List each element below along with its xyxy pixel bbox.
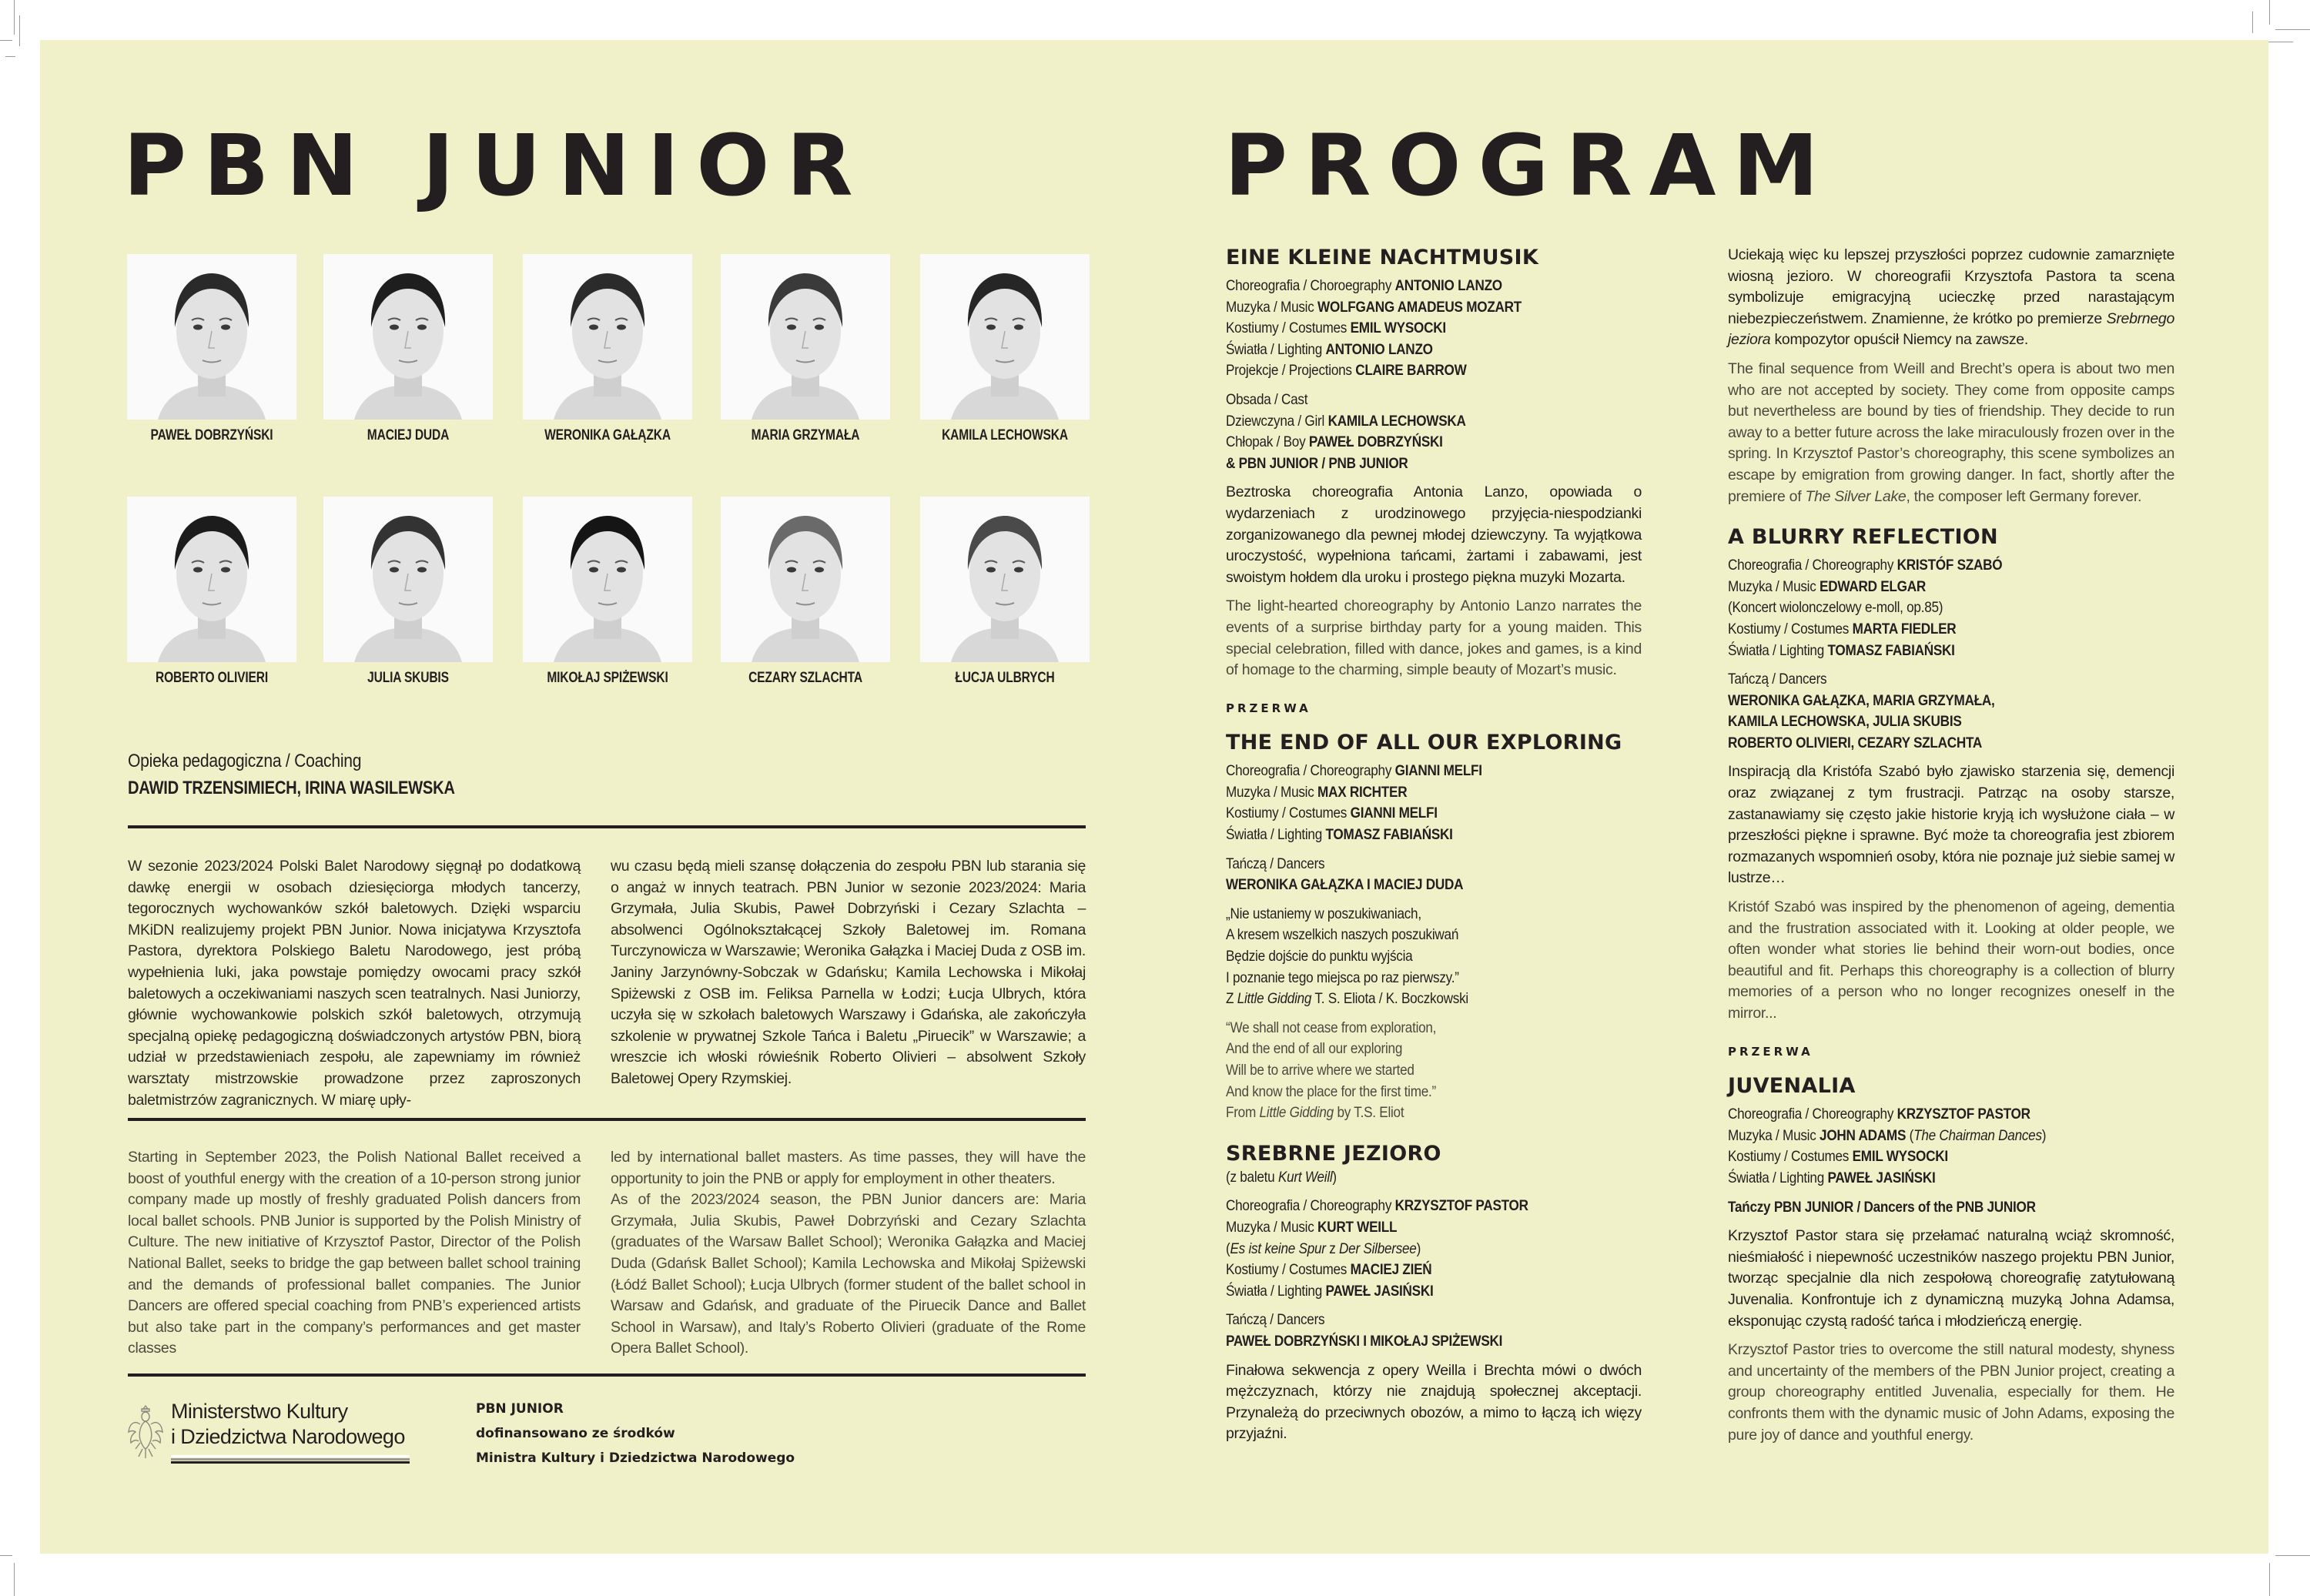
credit-line: [1728, 1168, 2121, 1189]
dancer-name: KAMILA LECHOWSKA: [942, 427, 1068, 443]
credit-value: EMIL WYSOCKI: [1350, 320, 1446, 337]
subtitle-prefix: (z baletu: [1226, 1168, 1278, 1186]
credit-value: KRZYSZTOF PASTOR: [1897, 1106, 2030, 1123]
text-part: Uciekają więc ku lepszej przyszłości poprzez cudownie zamarznięte wiosną jezioro. W choreografii Krzysztofa Pastora ta scena symbolizuje emigracyjną ucieczkę przed narastającym niebezpieczeństwem. Znamienne, że krótko po premierze: [1728, 246, 2174, 327]
credit-label: Światła / Lighting: [1728, 1169, 1824, 1186]
intro-en-column-2: [611, 1147, 1086, 1360]
credit-label: Światła / Lighting: [1226, 1282, 1322, 1300]
dancer-portrait: [523, 497, 692, 662]
credit-line: [1226, 340, 1592, 361]
dancers-label: Tańczą / Dancers: [1728, 671, 1827, 688]
piece-title: EINE KLEINE NACHTMUSIK: [1226, 246, 1539, 269]
dancers-text: WERONIKA GAŁĄZKA I MACIEJ DUDA: [1226, 876, 1464, 894]
description-pl: Krzysztof Pastor stara się przełamać naturalną wciąż skromność, nieśmiałość i niepewność uczestników naszego projektu PBN Junior, tworząc specjalnie dla nich zespołową choreografię zatytułowaną Juvenalia. Konfrontuje ich z dynamiczną muzyką Johna Adamsa, eksponując czystą radość tańca i młodzieńczą energię.: [1728, 1227, 2174, 1330]
divider: [128, 1118, 1086, 1121]
crop-mark: [5, 56, 15, 57]
poem-line-pl: „Nie ustaniemy w poszukiwaniach,: [1226, 905, 1421, 922]
credit-line: [1728, 577, 2121, 598]
dancers-label: Tańczą / Dancers: [1226, 855, 1325, 872]
crop-mark: [14, 1563, 15, 1596]
portrait-image: [920, 497, 1090, 662]
credit-label: Muzyka / Music: [1226, 783, 1314, 801]
program-column-2: [1728, 245, 2174, 1446]
credit-value: KURT WEILL: [1317, 1218, 1398, 1236]
credit-value: TOMASZ FABIAŃSKI: [1827, 641, 1955, 659]
dancer-portrait: [127, 497, 296, 662]
crop-mark: [2275, 1555, 2310, 1556]
credit-value: PAWEŁ JASIŃSKI: [1325, 1282, 1434, 1300]
credit-label: Muzyka / Music: [1728, 577, 1816, 595]
credit-value: KAMILA LECHOWSKA: [1327, 412, 1466, 430]
piece-title: JUVENALIA: [1728, 1074, 1856, 1099]
intro-en-column-1: [128, 1147, 581, 1360]
credit-label: Chłopak / Boy: [1226, 433, 1306, 451]
ministry-name: [171, 1399, 405, 1450]
source-suffix: by T.S. Eliot: [1333, 1104, 1404, 1122]
credit-label: Choreografia / Choroegraphy: [1226, 277, 1392, 294]
intro-pl-text-2: wu czasu będą mieli szansę dołączenia do zespołu PBN lub starania się o angaż w innych teatrach. PBN Junior w sezonie 2023/2024: Maria Grzymała, Julia Skubis, Paweł Dobrzyński i Cezary Szlachta – absolwenci Ogólnokształcącej Szkoły Baletowej im. Romana Turczynowicza w Warszawie; Weronika Gałązka i Maciej Duda z OSB im. Janiny Jarzynówny-Sobczak w Gdańsku; Kamila Lechowska i Mikołaj Spiżewski z OSB im. Feliksa Parnella w Łodzi; Łucja Ulbrych, która uczyła się w szkołach baletowych Warszawy i Gdańska, ale zakończyła szkolenie w prywatnej Szkole Tańca i Baletu „Piruecik” w Warszawie; a wreszcie ich włoski rówieśnik Roberto Olivieri – absolwent Szkoły Baletowej Opery Rzymskiej.: [611, 858, 1086, 1087]
music-note-title-b: Der Silbersee: [1339, 1240, 1417, 1257]
credit-line: [1728, 555, 2121, 577]
credit-line: Muzyka / Music JOHN ADAMS (The Chairman Dances): [1728, 1126, 2047, 1144]
ministry-logo: [128, 1395, 459, 1464]
dancer-name: ROBERTO OLIVIERI: [156, 670, 268, 686]
piece-srebrne-jezioro: [1226, 1141, 1642, 1445]
dancers-names: [1226, 875, 1592, 896]
piece-title: THE END OF ALL OUR EXPLORING: [1226, 731, 1622, 755]
dancer-card: [323, 497, 493, 687]
credit-line: [1728, 641, 2121, 662]
portrait-image: [523, 254, 692, 420]
cast-label: Obsada / Cast: [1226, 390, 1308, 408]
credit-value: ANTONIO LANZO: [1394, 277, 1502, 294]
credit-line: [1226, 1281, 1592, 1303]
dancer-card: [721, 254, 890, 444]
credit-line: [1226, 825, 1592, 846]
subtitle-title: Kurt Weill: [1277, 1168, 1333, 1186]
dancer-name: ŁUCJA ULBRYCH: [955, 670, 1055, 686]
text-part: kompozytor opuścił Niemcy na zawsze.: [1770, 331, 2028, 349]
ministry-logo-stripe: [171, 1455, 410, 1463]
credit-line: [1226, 761, 1592, 782]
text-part: , the composer left Germany forever.: [1906, 487, 2142, 505]
credit-value: TOMASZ FABIAŃSKI: [1325, 826, 1453, 844]
crop-mark: [14, 0, 15, 35]
page-title-program: PROGRAM: [1224, 117, 1836, 216]
intro-en-text-2b: As of the 2023/2024 season, the PBN Junior dancers are: Maria Grzymała, Julia Skubis, Paweł Dobrzyński and Cezary Szlachta (graduates of the Warsaw Ballet School); Weronika Gałązka and Maciej Duda (Gdańsk Ballet School); Kamila Lechowska and Mikołaj Spiżewski (Łódź Ballet School); Łucja Ulbrych (former student of the ballet school in Warsaw and Gdańsk, and graduate of the Piruecik Dance and Ballet School in Warsaw), and Italy’s Roberto Olivieri (graduate of the Rome Opera Ballet School).: [611, 1191, 1086, 1357]
piece-eine-kleine-nachtmusik: [1226, 245, 1642, 681]
dancer-card: [127, 497, 296, 687]
credit-value: KRZYSZTOF PASTOR: [1394, 1197, 1528, 1215]
coaching-label: Opieka pedagogiczna / Coaching: [128, 751, 362, 771]
dancers-names: [1226, 1331, 1592, 1353]
credit-label: Kostiumy / Costumes: [1728, 620, 1850, 637]
credit-value: CLAIRE BARROW: [1355, 362, 1467, 380]
intro-en-text-2a: led by international ballet masters. As time passes, they will have the opportunity to join the PNB or apply for employment in other theaters.: [611, 1149, 1086, 1187]
description-en: The light-hearted choreography by Antonio Lanzo narrates the events of a surprise birthday party for a young maiden. This special celebration, filled with dance, jokes and games, is a kind of homage to the charming, simple beauty of Mozart’s music.: [1226, 597, 1642, 679]
credit-label: Światła / Lighting: [1226, 826, 1322, 844]
source-suffix: T. S. Eliota / K. Boczkowski: [1311, 990, 1468, 1008]
ministry-name-line-2: i Dziedzictwa Narodowego: [171, 1425, 405, 1448]
credit-value: JOHN ADAMS: [1820, 1126, 1907, 1144]
credit-line: [1226, 297, 1592, 319]
credit-label: Dziewczyna / Girl: [1226, 412, 1325, 430]
subtitle-suffix: ): [1332, 1168, 1337, 1186]
crop-mark: [2252, 12, 2253, 33]
credit-value: MARTA FIEDLER: [1852, 620, 1957, 637]
portrait-image: [721, 254, 890, 420]
credit-line: [1226, 432, 1592, 453]
dancer-name: WERONIKA GAŁĄZKA: [544, 427, 671, 443]
intro-pl-text-1: W sezonie 2023/2024 Polski Balet Narodowy sięgnął po dodatkową dawkę energii w osobach dziesięciorga młodych tancerzy, tegorocznych wychowanków szkół baletowych. Dzięki wsparciu MKiDN realizujemy projekt PBN Junior. Nowa inicjatywa Krzysztofa Pastora, dyrektora Polskiego Baletu Narodowego, jest próbą wypełnienia luki, jaka powstaje pomiędzy owocami pracy szkół baletowych a oczekiwaniami naszych scen teatralnych. Nasi Juniorzy, głównie wychowankowie polskich szkół baletowych, otrzymują specjalną opiekę pedagogiczną doświadczonych artystów PBN, biorą udział w przedstawieniach zespołu, ale zapewniamy im również warsztaty mistrzowskie prowadzone przez zaproszonych baletmistrzów zagranicznych. W miarę upły-: [128, 858, 581, 1109]
dancer-portrait: [523, 254, 692, 420]
portrait-image: [721, 497, 890, 662]
credit-label: Kostiumy / Costumes: [1226, 320, 1348, 337]
crop-mark: [0, 1555, 12, 1556]
credit-label: Muzyka / Music: [1728, 1126, 1816, 1144]
crop-mark: [2269, 1563, 2270, 1596]
portrait-image: [523, 497, 692, 662]
description-pl: Finałowa sekwencja z opery Weilla i Brechta mówi o dwóch mężczyznach, którzy nie znajdują społecznej akceptacji. Przynależą do przeciwnych obozów, a mimo to łączą ich więzy przyjaźni.: [1226, 1361, 1642, 1443]
crop-mark: [19, 15, 20, 46]
portrait-image: [127, 254, 296, 420]
credit-label: Choreografia / Choreography: [1728, 557, 1894, 574]
dancer-name: MIKOŁAJ SPIŻEWSKI: [547, 670, 668, 686]
dancer-card: [920, 497, 1090, 687]
credit-value: PAWEŁ JASIŃSKI: [1827, 1169, 1936, 1186]
dancer-portrait: [323, 254, 493, 420]
piece-title: SREBRNE JEZIORO: [1226, 1141, 1441, 1166]
crop-mark: [2275, 29, 2310, 30]
credit-line: [1728, 619, 2121, 641]
credit-line: [1226, 1217, 1592, 1239]
credit-line: [1728, 1146, 2121, 1168]
credit-label: Muzyka / Music: [1226, 298, 1314, 316]
intro-en-text-1: Starting in September 2023, the Polish National Ballet received a boost of youthful energy with the creation of a 10-person strong junior company made up mostly of freshly graduated Polish dancers from local ballet schools. PNB Junior is supported by the Polish Ministry of Culture. The new initiative of Krzysztof Pastor, Director of the Polish National Ballet, seeks to bridge the gap between ballet school training and the demands of professional ballet companies. The Junior Dancers are offered special coaching from PNB’s experienced artists but also take part in the company’s performances and get master classes: [128, 1149, 581, 1357]
dancers-text: Tańczy PBN JUNIOR / Dancers of the PNB JUNIOR: [1728, 1198, 2036, 1216]
dancers-names: [1728, 1197, 2121, 1219]
text-title: Srebrnego jeziora: [1728, 309, 2174, 349]
description-en: [1728, 359, 2174, 507]
funding-line-2: dofinansowano ze środków: [476, 1426, 675, 1441]
credit-line: [1226, 782, 1592, 804]
divider: [128, 825, 1086, 828]
source-prefix: From: [1226, 1104, 1260, 1122]
funding-line-1: PBN JUNIOR: [476, 1401, 564, 1417]
description-en: Kristóf Szabó was inspired by the phenomenon of ageing, dementia and the frustration associated with it. Looking at older people, we often wonder what stories lie behind their worn-out bodies, once beautiful and fit. Perhaps this choreography is a collection of blurry memories of a person who no longer recognizes oneself in the mirror...: [1728, 898, 2174, 1022]
text-title: The Silver Lake: [1805, 487, 1907, 505]
dancers-line: KAMILA LECHOWSKA, JULIA SKUBIS: [1728, 713, 1962, 731]
credit-value: MACIEJ ZIEŃ: [1350, 1261, 1432, 1279]
credit-line: [1728, 1104, 2121, 1126]
music-note: (Koncert wiolonczelowy e-moll, op.85): [1728, 599, 1943, 617]
funding-note: [476, 1397, 795, 1471]
dancer-portrait: [323, 497, 493, 662]
credit-line: [1226, 1260, 1592, 1281]
dancer-card: [523, 497, 692, 687]
dancer-name: CEZARY SZLACHTA: [748, 670, 862, 686]
dancer-portrait: [721, 497, 890, 662]
intro-pl-column-2: [611, 856, 1086, 1090]
crop-mark: [0, 40, 12, 41]
dancers-line: ROBERTO OLIVIERI, CEZARY SZLACHTA: [1728, 734, 1983, 751]
dancer-portrait: [920, 497, 1090, 662]
piece-title: A BLURRY REFLECTION: [1728, 525, 1998, 550]
credit-line: [1226, 411, 1592, 433]
crop-mark: [2269, 0, 2270, 25]
dancer-name: JULIA SKUBIS: [367, 670, 449, 686]
funding-line-3: Ministra Kultury i Dziedzictwa Narodowego: [476, 1450, 795, 1466]
page-title-pbn-junior: PBN JUNIOR: [123, 117, 870, 216]
dancer-card: [127, 254, 296, 444]
credit-label: Muzyka / Music: [1226, 1218, 1314, 1236]
divider: [128, 1373, 1086, 1377]
poem-line-en: And know the place for the first time.”: [1226, 1082, 1436, 1100]
credit-label: Światła / Lighting: [1728, 641, 1824, 659]
credit-label: Choreografia / Choreography: [1226, 1197, 1392, 1215]
source-title: Little Gidding: [1237, 990, 1312, 1008]
credit-label: Światła / Lighting: [1226, 340, 1322, 358]
credit-label: Choreografia / Choreography: [1728, 1106, 1894, 1123]
dancer-card: [523, 254, 692, 444]
credit-value: EDWARD ELGAR: [1820, 577, 1926, 595]
dancer-name: MARIA GRZYMAŁA: [751, 427, 860, 443]
credit-line: [1226, 803, 1592, 825]
text-part: The final sequence from Weill and Brecht’s opera is about two men who are not accepted by society. They come from opposite camps but nevertheless are bound by ties of friendship. They decide to run away to a better future across the lake miraculously frozen over in the spring. In Krzysztof Pastor’s choreography, this scene symbolizes an escape by emigration from growing danger. In fact, shortly after the premiere of: [1728, 360, 2174, 505]
dancer-portrait: [920, 254, 1090, 420]
dancer-card: [920, 254, 1090, 444]
poem-line-en: “We shall not cease from exploration,: [1226, 1019, 1437, 1036]
piece-the-end-of-all-our-exploring: [1226, 730, 1642, 1124]
credit-label: Kostiumy / Costumes: [1226, 1261, 1348, 1279]
dancer-name: PAWEŁ DOBRZYŃSKI: [150, 427, 273, 443]
credit-value: KRISTÓF SZABÓ: [1897, 557, 2003, 574]
dancer-portrait: [127, 254, 296, 420]
credit-value: GIANNI MELFI: [1394, 762, 1482, 780]
piece-a-blurry-reflection: [1728, 524, 2174, 1024]
portrait-image: [127, 497, 296, 662]
description-pl: Inspiracją dla Kristófa Szabó było zjawisko starzenia się, demencji oraz związanej z tym frustracji. Patrząc na osoby starsze, zastanawiamy się często jakie historie kryją ich wysłużone ciała – w przeszłości piękne i sprawne. Być może ta choreografia jest zbiorem rozmazanych wspomnień osoby, która nie poznaje już siebie samej w lustrze…: [1728, 763, 2174, 887]
poem-line-pl: I poznanie tego miejsca po raz pierwszy.”: [1226, 969, 1459, 986]
dancer-portrait: [721, 254, 890, 420]
portrait-image: [323, 497, 493, 662]
credit-value: WOLFGANG AMADEUS MOZART: [1317, 298, 1522, 316]
cast-extra: [1226, 453, 1592, 475]
music-note-mid: z: [1325, 1240, 1340, 1257]
credit-value: ANTONIO LANZO: [1325, 340, 1433, 358]
piece-subtitle: [1226, 1167, 1592, 1189]
music-note: The Chairman Dances: [1913, 1126, 2042, 1144]
description-pl-continued: [1728, 245, 2174, 351]
coaching-names: DAWID TRZENSIMIECH, IRINA WASILEWSKA: [128, 778, 455, 798]
credit-value: MAX RICHTER: [1317, 783, 1408, 801]
intro-pl-column-1: [128, 856, 581, 1111]
credit-line: [1226, 1196, 1592, 1217]
description-en: Krzysztof Pastor tries to overcome the still natural modesty, shyness and uncertainty of the members of the PBN Junior project, creating a group choreography entitled Juvenalia, especially for them. He confronts them with the dynamic music of John Adams, exposing the pure joy of dance and youthful energy.: [1728, 1341, 2174, 1444]
cast-extra-text: & PBN JUNIOR / PNB JUNIOR: [1226, 454, 1408, 472]
dancers-line: WERONIKA GAŁĄZKA, MARIA GRZYMAŁA,: [1728, 691, 1995, 709]
source-title: Little Gidding: [1259, 1104, 1334, 1122]
piece-juvenalia: [1728, 1073, 2174, 1446]
poem-line-en: And the end of all our exploring: [1226, 1040, 1403, 1058]
poem-source-en: [1226, 1102, 1592, 1124]
polish-eagle-icon: [128, 1401, 163, 1460]
ministry-name-line-1: Ministerstwo Kultury: [171, 1400, 348, 1423]
music-note-title-a: Es ist keine Spur: [1230, 1240, 1326, 1257]
credit-label: Kostiumy / Costumes: [1226, 805, 1348, 822]
credit-value: PAWEŁ DOBRZYŃSKI: [1308, 433, 1443, 451]
portrait-image: [323, 254, 493, 420]
intermission-label: PRZERWA: [1728, 1044, 1813, 1059]
credit-label: Projekcje / Projections: [1226, 362, 1352, 380]
credit-line: [1226, 318, 1592, 340]
dancer-card: [323, 254, 493, 444]
poem-line-pl: A kresem wszelkich naszych poszukiwań: [1226, 926, 1459, 944]
poem-line-en: Will be to arrive where we started: [1226, 1062, 1414, 1079]
credit-line: [1226, 360, 1592, 382]
program-column-1: [1226, 245, 1642, 1445]
credit-line: [1226, 276, 1592, 297]
intermission-label: PRZERWA: [1226, 701, 1311, 715]
credit-label: Choreografia / Choreography: [1226, 762, 1392, 780]
portrait-image: [920, 254, 1090, 420]
dancer-name: MACIEJ DUDA: [367, 427, 450, 443]
dancer-card: [721, 497, 890, 687]
credit-label: Kostiumy / Costumes: [1728, 1148, 1850, 1166]
credit-value: EMIL WYSOCKI: [1852, 1148, 1948, 1166]
dancers-label: Tańczą / Dancers: [1226, 1311, 1325, 1329]
description-pl: Beztroska choreografia Antonia Lanzo, opowiada o wydarzeniach z urodzinowego przyjęcia-niespodzianki zorganizowanego dla pewnej młodej dziewczyny. Ta wyjątkowa uroczystość, wypełniona tańcami, żartami i zabawami, jest swoistym hołdem dla uroku i prostego piękna muzyki Mozarta.: [1226, 483, 1642, 586]
poem-line-pl: Będzie dojście do punktu wyjścia: [1226, 948, 1413, 965]
music-note: (Es ist keine Spur z Der Silbersee): [1226, 1240, 1421, 1257]
dancers-text: PAWEŁ DOBRZYŃSKI I MIKOŁAJ SPIŻEWSKI: [1226, 1332, 1503, 1350]
source-prefix: Z: [1226, 990, 1237, 1008]
credit-value: GIANNI MELFI: [1350, 805, 1438, 822]
poem-source-pl: [1226, 989, 1592, 1010]
